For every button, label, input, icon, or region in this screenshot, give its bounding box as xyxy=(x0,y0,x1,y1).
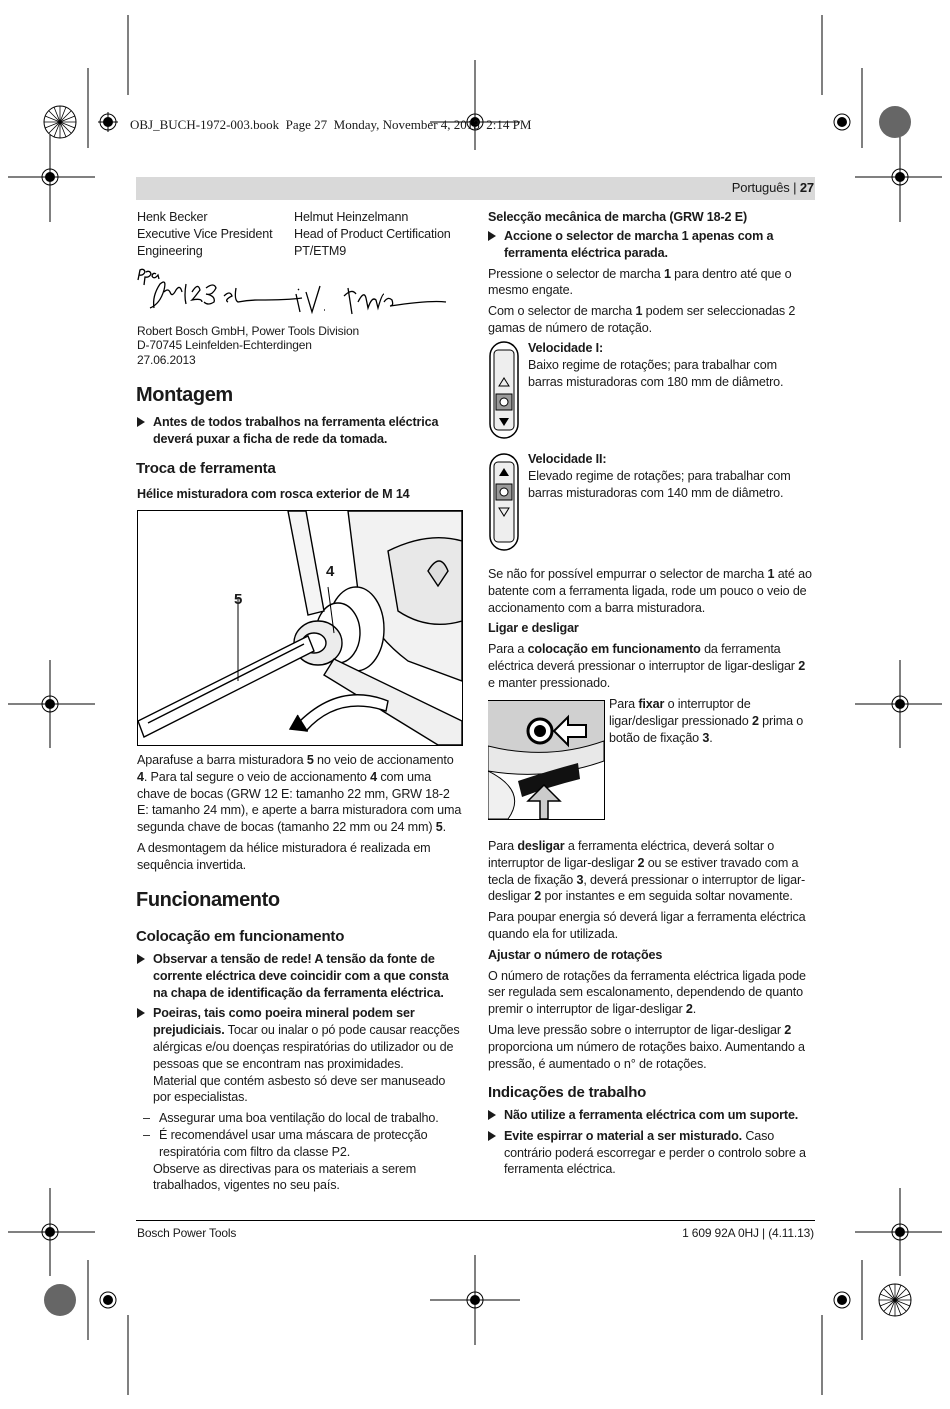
warning-bullet-icon xyxy=(137,1008,145,1018)
dash-item-mascara: – É recomendável usar uma máscara de protecção respiratória com filtro da classe P2. xyxy=(137,1127,463,1161)
montagem-warning-text: Antes de todos trabalhos na ferramenta eléctrica deverá puxar a ficha de rede da tomada. xyxy=(153,415,439,446)
signatory-right xyxy=(294,209,451,259)
speed-2-title: Velocidade II: xyxy=(528,452,607,466)
signatory-left xyxy=(137,209,272,259)
energia-paragraph: Para poupar energia só deverá ligar a ferramenta eléctrica quando ela for utilizada. xyxy=(488,910,806,941)
page-number: 27 xyxy=(799,180,814,195)
subtitle-selecao: Selecção mecânica de marcha (GRW 18-2 E) xyxy=(488,210,748,224)
warning-bullet-icon xyxy=(137,417,145,427)
left-body-1 xyxy=(137,752,463,878)
com-selector-paragraph: Com o selector de marcha 1 podem ser seleccionadas 2 gamas de número de rotação. xyxy=(488,304,796,335)
right-body-2 xyxy=(488,566,814,696)
tensao-warning: Observar a tensão de rede! A tensão da fonte de corrente eléctrica deve coincidir com a que consta na chapa de identificação da ferramenta eléctrica. xyxy=(137,951,463,1001)
dash-item-ventilacao: – Assegurar uma boa ventilação do local de trabalho. xyxy=(137,1110,463,1127)
poeiras-warning: Poeiras, tais como poeira mineral podem ser prejudiciais. Tocar ou inalar o pó pode causar reacções alérgicas e/ou doenças respiratórias do utilizador ou de pessoas que se encontram nas proximidades. Material que contém asbesto só deve ser manuseado por especialistas. xyxy=(137,1005,463,1106)
leve-paragraph: Uma leve pressão sobre o interruptor de ligar-desligar 2 proporciona um número de rotações baixo. Aumentando a pressão, é aumentado o n° de rotações. xyxy=(488,1022,805,1071)
ajustar-paragraph: O número de rotações da ferramenta eléctrica ligada pode ser regulada sem escalonamento, dependendo de quanto premir o interruptor de ligar-desligar 2. xyxy=(488,968,806,1017)
subtitle-helice: Hélice misturadora com rosca exterior de M 14 xyxy=(137,487,410,501)
speed-1-title: Velocidade I: xyxy=(528,341,604,355)
footer-rule xyxy=(136,1220,815,1221)
signatory-left-name: Henk Becker xyxy=(137,210,208,224)
observe-paragraph: Observe as directivas para os materiais a serem trabalhados, vigentes no seu país. xyxy=(153,1161,417,1193)
right-body-1 xyxy=(488,228,814,341)
speed-2-text: Elevado regime de rotações; para trabalhar com barras misturadoras com 140 mm de diâmetro. xyxy=(528,468,791,500)
speed-1-text: Baixo regime de rotações; para trabalhar com barras misturadoras com 180 mm de diâmetro. xyxy=(528,357,784,389)
subtitle-ligar-desligar: Ligar e desligar xyxy=(488,621,579,636)
signatory-right-name: Helmut Heinzelmann xyxy=(294,210,409,224)
right-body-3 xyxy=(488,838,814,1076)
indicacao-1: Não utilize a ferramenta eléctrica com um suporte. xyxy=(488,1107,814,1124)
selecao-warning: Accione o selector de marcha 1 apenas com a ferramenta eléctrica parada. xyxy=(488,228,814,262)
switch-lock-illustration xyxy=(488,701,604,819)
nao-possivel-paragraph: Se não for possível empurrar o selector de marcha 1 até ao batente com a ferramenta ligada, rode um pouco o veio de accionamento com a barra misturadora. xyxy=(488,567,812,615)
print-header: OBJ_BUCH-1972-003.book Page 27 Monday, November 4, 2013 2:14 PM xyxy=(130,117,532,132)
company-address xyxy=(137,324,359,367)
signatory-left-title2: Engineering xyxy=(137,243,203,258)
footer-right: 1 609 92A 0HJ | (4.11.13) xyxy=(682,1226,814,1240)
warning-bullet-icon xyxy=(488,1110,496,1120)
figure-callout-4: 4 xyxy=(326,563,335,580)
figure-callout-5: 5 xyxy=(234,591,243,608)
running-head-separator: | xyxy=(793,180,797,195)
gear-selector-speed-2-illustration xyxy=(488,452,520,552)
subtitle-colocacao: Colocação em funcionamento xyxy=(136,928,345,945)
left-body-2 xyxy=(137,951,463,1198)
section-title-indicacoes: Indicações de trabalho xyxy=(488,1084,647,1101)
figure-mixer-assembly xyxy=(137,510,463,746)
gear-selector-speed-1-illustration xyxy=(488,340,520,440)
running-head xyxy=(732,180,814,197)
warning-bullet-icon xyxy=(137,954,145,964)
fixar-paragraph: Para fixar o interruptor de ligar/desligar pressionado 2 prima o botão de fixação 3. xyxy=(609,697,804,745)
running-head-bar xyxy=(136,177,815,200)
subtitle-troca-ferramenta: Troca de ferramenta xyxy=(136,460,276,477)
ligar-paragraph: Para a colocação em funcionamento da ferramenta eléctrica deverá pressionar o interruptor de ligar-desligar 2 e manter pressionado. xyxy=(488,642,806,690)
figure-switch-lock xyxy=(488,700,605,820)
right-body-4 xyxy=(488,1107,814,1182)
address-line-2: D-70745 Leinfelden-Echterdingen xyxy=(137,338,312,353)
address-line-1: Robert Bosch GmbH, Power Tools Division xyxy=(137,324,360,338)
address-line-3: 27.06.2013 xyxy=(137,352,196,367)
section-title-funcionamento: Funcionamento xyxy=(136,889,280,911)
signatory-left-title1: Executive Vice President xyxy=(137,226,273,241)
montagem-warning xyxy=(137,414,481,448)
warning-bullet-icon xyxy=(488,1131,496,1141)
warning-bullet-icon xyxy=(488,231,496,241)
desligar-paragraph: Para desligar a ferramenta eléctrica, deverá soltar o interruptor de ligar-desligar 2 ou se estiver travado com a tecla de fixação 3, deverá pressionar o interruptor de ligar-desligar 2 por instantes e em seguida soltar novamente. xyxy=(488,839,806,904)
running-head-language: Português xyxy=(731,180,790,195)
mixer-assembly-illustration xyxy=(138,511,462,745)
speed-2-block xyxy=(528,451,814,501)
speed-1-block xyxy=(528,340,814,390)
indicacao-2: Evite espirrar o material a ser misturado. Caso contrário poderá escorregar e perder o controlo sobre a ferramenta eléctrica. xyxy=(488,1128,814,1178)
handwritten-signatures xyxy=(136,262,456,322)
desmontagem-paragraph: A desmontagem da hélice misturadora é realizada em sequência invertida. xyxy=(137,840,431,872)
section-title-montagem: Montagem xyxy=(136,384,233,406)
aparafuse-paragraph: Aparafuse a barra misturadora 5 no veio de accionamento 4. Para tal segure o veio de accionamento 4 com uma chave de bocas (GRW 12 E: tamanho 22 mm, GRW 18-2 E: tamanho 24 mm), e aperte a barra misturadora com uma segunda chave de bocas (tamanho 22 mm ou 24 mm) 5. xyxy=(137,753,462,835)
subtitle-ajustar: Ajustar o número de rotações xyxy=(488,947,663,962)
footer-left: Bosch Power Tools xyxy=(137,1226,237,1240)
pressione-paragraph: Pressione o selector de marcha 1 para dentro até que o mesmo engate. xyxy=(488,266,792,298)
signatory-right-title1: Head of Product Certification xyxy=(294,226,451,241)
signatory-right-title2: PT/ETM9 xyxy=(294,243,347,258)
